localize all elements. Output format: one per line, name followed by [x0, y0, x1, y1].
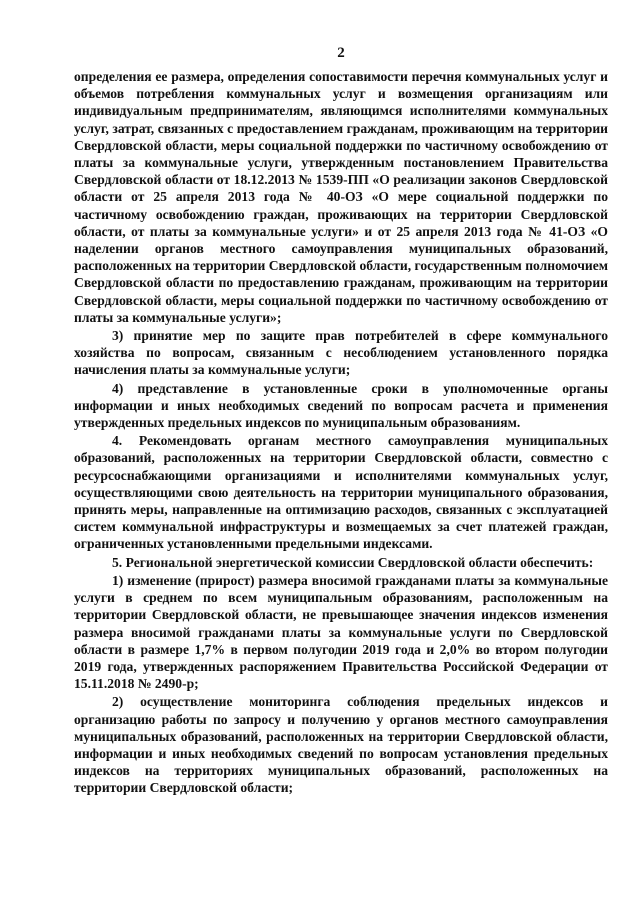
page-number: 2 [337, 45, 345, 61]
paragraph-section-5-item-1: 1) изменение (прирост) размера вносимой гражданами платы за коммунальные услуги в среднем по всем муниципальным образованиям, расположенным на территории Свердловской области, не превышающее значения индексов изменения размера вносимой гражданами платы за коммунальные услуги по Свердловской области в размере 1,7% в первом полугодии 2019 года и 2,0% во втором полугодии 2019 года, утвержденных распоряжением Правительства Российской Федерации от 15.11.2018 № 2490-р; [74, 572, 608, 692]
paragraph-item-3: 3) принятие мер по защите прав потребителей в сфере коммунального хозяйства по вопросам, связанным с несоблюдением установленного порядка начисления платы за коммунальные услуги; [74, 328, 608, 378]
paragraph-section-5: 5. Региональной энергетической комиссии Свердловской области обеспечить: [112, 554, 594, 570]
paragraph-continuation: определения ее размера, определения сопоставимости перечня коммунальных услуг и объемов потребления коммунальных услуг и возмещения организациям или индивидуальным предпринимателям, являющимся исполнителями коммунальных услуг, затрат, связанных с предоставлением гражданам, проживающим на территории Свердловской области, меры социальной поддержки по частичному освобождению от платы за коммунальные услуги, утвержденным постановлением Правительства Свердловской области от 18.12.2013 № 1539-ПП «О реализации законов Свердловской области от 25 апреля 2013 года № 40-ОЗ «О мере социальной поддержки по частичному освобождению граждан, проживающих на территории Свердловской области, от платы за коммунальные услуги» и от 25 апреля 2013 года № 41-ОЗ «О наделении органов местного самоуправления муниципальных образований, расположенных на территории Свердловской области, государственным полномочием Свердловской области по предоставлению гражданам, проживающим на территории Свердловской области, меры социальной поддержки по частичному освобождению от платы за коммунальные услуги»; [74, 69, 608, 325]
paragraph-section-5-item-2: 2) осуществление мониторинга соблюдения предельных индексов и организацию работы по запросу и получению у органов местного самоуправления муниципальных образований, расположенных на территории Свердловской области, информации и иных необходимых сведений по вопросам установления предельных индексов на территориях муниципальных образований, расположенных на территории Свердловской области; [74, 694, 608, 796]
paragraph-section-4: 4. Рекомендовать органам местного самоуправления муниципальных образований, расположенных на территории Свердловской области, совместно с ресурсоснабжающими организациями и исполнителями коммунальных услуг, осуществляющими свою деятельность на территории муниципального образования, принять меры, направленные на оптимизацию расходов, связанных с эксплуатацией систем коммунальной инфраструктуры и возмещаемых за счет платежей граждан, ограниченных установленными предельными индексами. [74, 433, 608, 552]
paragraph-item-4: 4) представление в установленные сроки в уполномоченные органы информации и иных необходимых сведений по вопросам расчета и применения утвержденных предельных индексов по муниципальным образованиям. [74, 380, 608, 431]
